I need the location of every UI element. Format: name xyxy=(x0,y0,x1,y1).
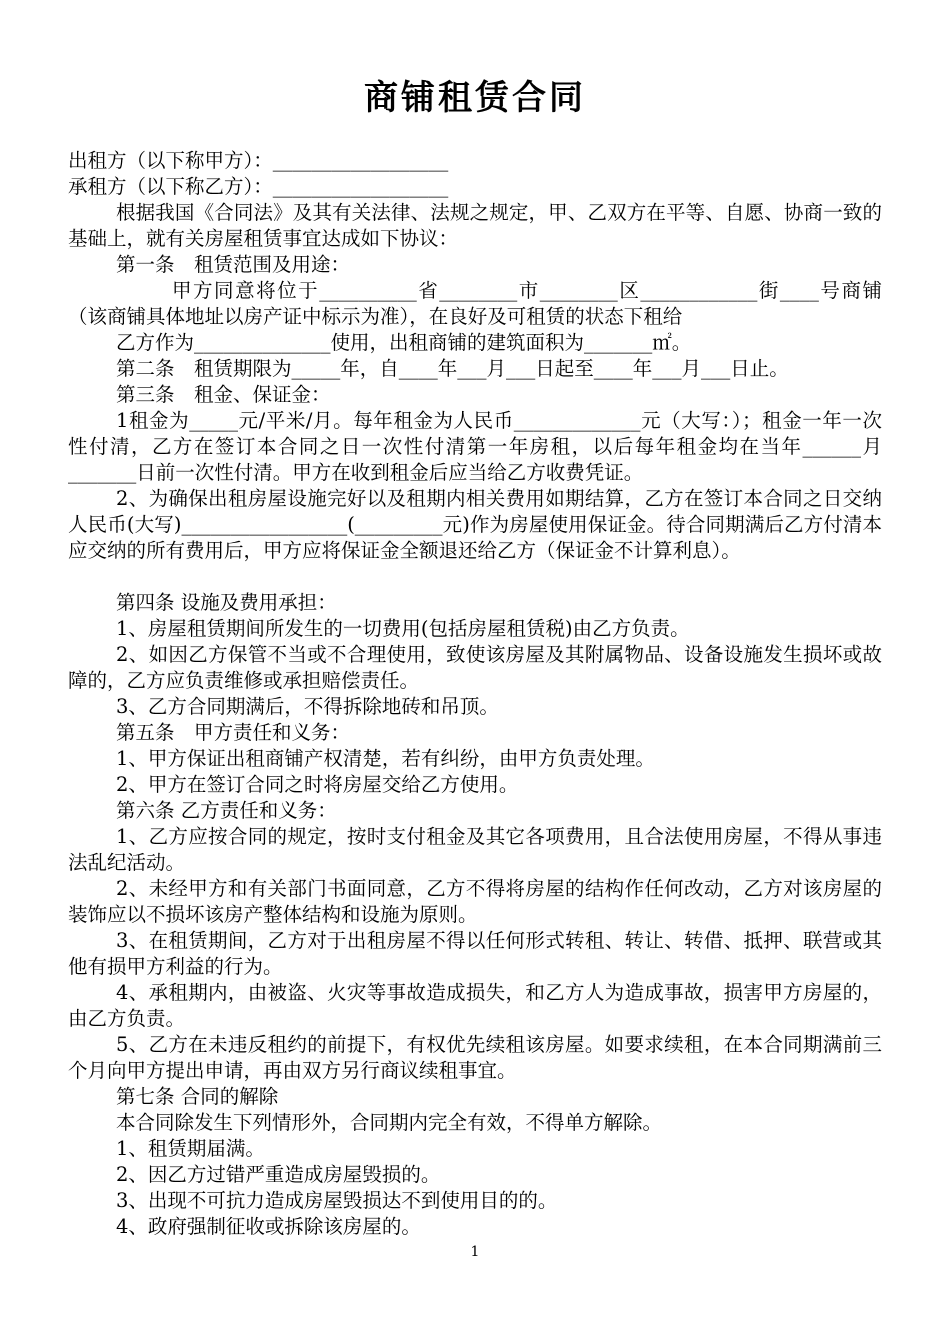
preamble-paragraph: 根据我国《合同法》及其有关法律、法规之规定，甲、乙双方在平等、自愿、协商一致的基础上，就有关房屋租赁事宜达成如下协议： xyxy=(68,201,882,250)
article-3-heading: 第三条 租金、保证金： xyxy=(116,383,331,406)
article-5-item-1: 1、甲方保证出租商铺产权清楚，若有纠纷，由甲方负责处理。 xyxy=(116,747,655,770)
article-7-intro: 本合同除发生下列情形外，合同期内完全有效，不得单方解除。 xyxy=(116,1111,663,1134)
article-4-item-3: 3、乙方合同期满后，不得拆除地砖和吊顶。 xyxy=(116,695,499,718)
article-6-item-2: 2、未经甲方和有关部门书面同意，乙方不得将房屋的结构作任何改动，乙方对该房屋的装饰应以不损坏该房产整体结构和设施为原则。 xyxy=(68,877,882,926)
article-4-heading: 第四条 设施及费用承担： xyxy=(116,591,337,614)
article-5-heading: 第五条 甲方责任和义务： xyxy=(116,721,351,744)
article-1-usage: 乙方作为______________使用，出租商铺的建筑面积为_______㎡。 xyxy=(116,331,692,354)
article-6-heading: 第六条 乙方责任和义务： xyxy=(116,799,337,822)
article-7-item-4: 4、政府强制征收或拆除该房屋的。 xyxy=(116,1215,421,1238)
article-4-item-1: 1、房屋租赁期间所发生的一切费用(包括房屋租赁税)由乙方负责。 xyxy=(116,617,690,640)
blank-line xyxy=(68,564,882,590)
article-6-item-5: 5、乙方在未违反租约的前提下，有权优先续租该房屋。如要求续租，在本合同期满前三个月向甲方提出申请，再由双方另行商议续租事宜。 xyxy=(68,1033,882,1082)
article-3-rent: 1租金为_____元/平米/月。每年租金为人民币_____________元（大写：）；租金一年一次性付清，乙方在签订本合同之日一次性付清第一年房租，以后每年租金均在当年______月_______日前一次性付清。甲方在收到租金后应当给乙方收费凭证。 xyxy=(68,409,882,484)
article-1-heading: 第一条 租赁范围及用途： xyxy=(116,253,351,276)
article-3-deposit: 2、为确保出租房屋设施完好以及租期内相关费用如期结算，乙方在签订本合同之日交纳人民币(大写)_________________(_________元)作为房屋使用保证金。待合同期满后乙方付清本应交纳的所有费用后，甲方应将保证金全额退还给乙方（保证金不计算利息）。 xyxy=(68,487,882,562)
page-number: 1 xyxy=(470,1244,480,1260)
article-5-item-2: 2、甲方在签订合同之时将房屋交给乙方使用。 xyxy=(116,773,519,796)
article-4-item-2: 2、如因乙方保管不当或不合理使用，致使该房屋及其附属物品、设备设施发生损坏或故障的，乙方应负责维修或承担赔偿责任。 xyxy=(68,643,882,692)
party-a-line: 出租方（以下称甲方）：__________________ xyxy=(68,149,449,172)
article-1-location: 甲方同意将位于__________省________市________区____________街____号商铺（该商铺具体地址以房产证中标示为准），在良好及可租赁的状态下租给 xyxy=(68,279,882,328)
article-7-item-1: 1、租赁期届满。 xyxy=(116,1137,265,1160)
document-body xyxy=(68,148,882,1240)
document-title: 商铺租赁合同 xyxy=(364,78,586,118)
article-7-item-2: 2、因乙方过错严重造成房屋毁损的。 xyxy=(116,1163,441,1186)
article-2-term: 第二条 租赁期限为_____年，自____年___月___日起至____年___月___日止。 xyxy=(116,357,789,380)
article-7-item-3: 3、出现不可抗力造成房屋毁损达不到使用目的的。 xyxy=(116,1189,558,1212)
article-7-heading: 第七条 合同的解除 xyxy=(116,1085,279,1108)
article-6-item-1: 1、乙方应按合同的规定，按时支付租金及其它各项费用，且合法使用房屋，不得从事违法乱纪活动。 xyxy=(68,825,882,874)
article-6-item-3: 3、在租赁期间，乙方对于出租房屋不得以任何形式转租、转让、转借、抵押、联营或其他有损甲方利益的行为。 xyxy=(68,929,882,978)
article-6-item-4: 4、承租期内，由被盗、火灾等事故造成损失，和乙方人为造成事故，损害甲方房屋的，由乙方负责。 xyxy=(68,981,882,1030)
party-b-line: 承租方（以下称乙方）：__________________ xyxy=(68,175,449,198)
